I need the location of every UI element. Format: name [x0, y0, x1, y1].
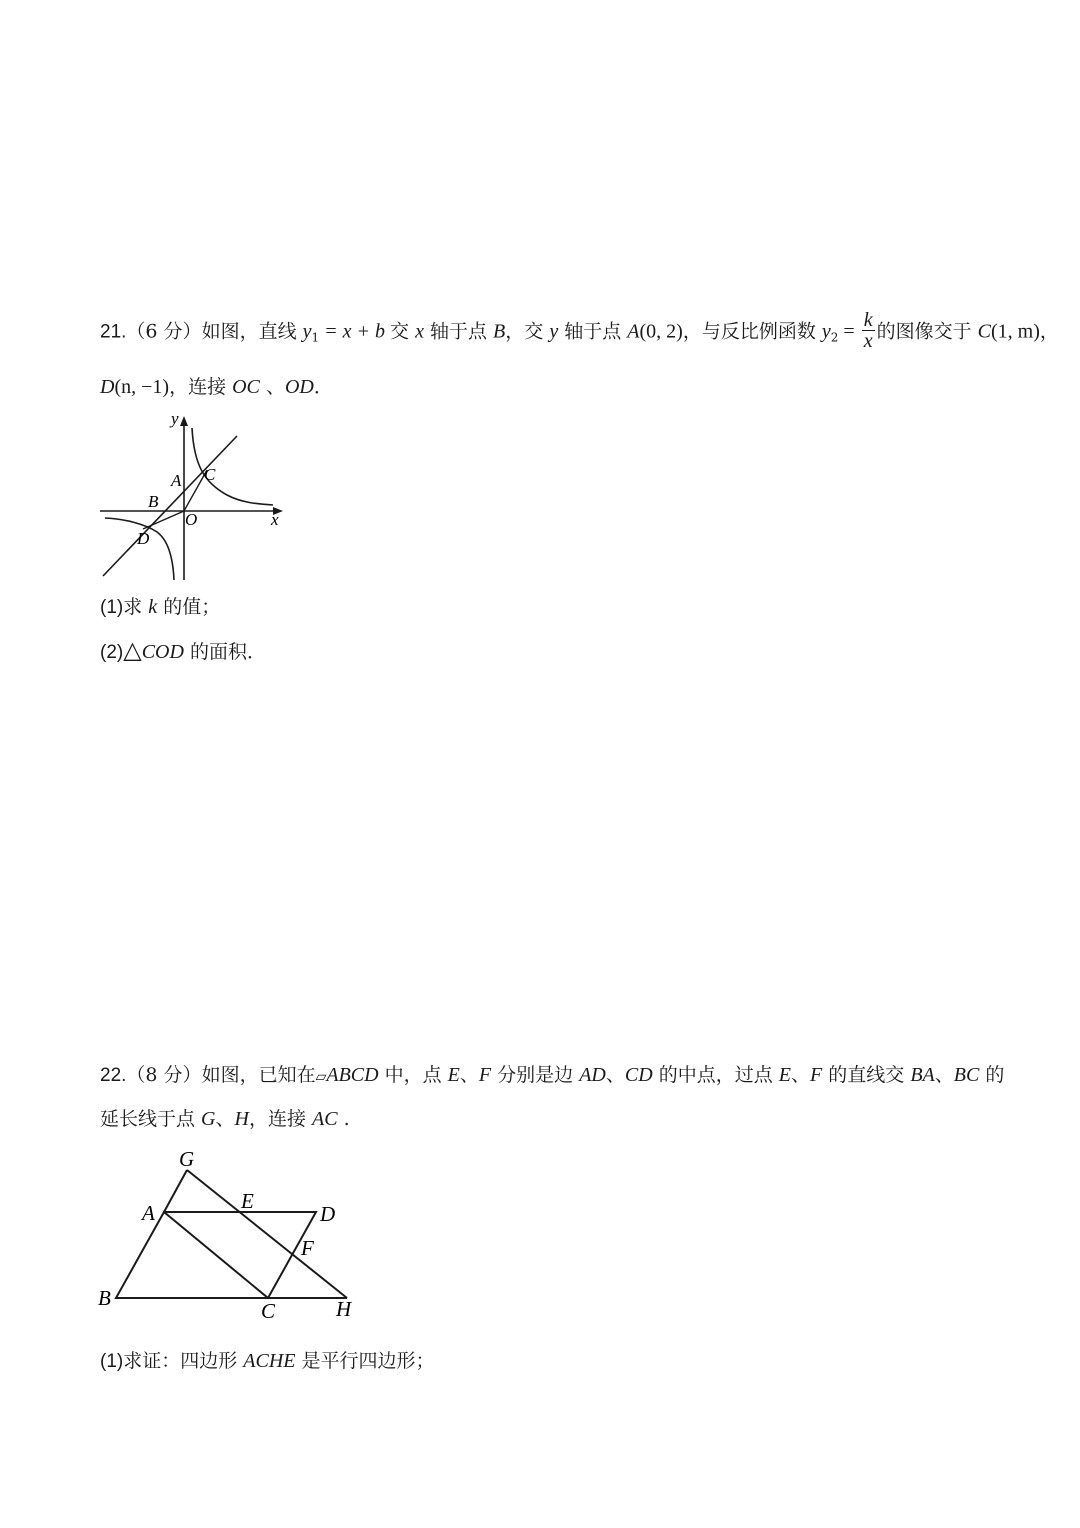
y-axis-arrow	[180, 416, 188, 426]
q21-text: 轴于点	[558, 320, 628, 343]
q21-y2: y	[821, 320, 831, 343]
label-H: H	[336, 1297, 352, 1321]
q22-text: 、	[215, 1108, 235, 1130]
q21-fraction	[862, 310, 875, 351]
q21-statement-line2	[100, 372, 333, 399]
q22-sub1-text: 是平行四边形；	[295, 1350, 435, 1372]
segment-AC	[164, 1212, 268, 1298]
q21-eq1: = x + b	[319, 320, 391, 343]
q22-BA: BA	[910, 1064, 935, 1086]
label-E: E	[241, 1189, 254, 1213]
q22-E: E	[447, 1064, 460, 1086]
q21-C: C	[977, 320, 991, 343]
segment-GA	[164, 1170, 187, 1212]
q22-text: 、	[791, 1064, 811, 1086]
label-D: D	[137, 529, 150, 548]
label-y: y	[171, 409, 179, 428]
q22-H: H	[234, 1108, 249, 1130]
q21-sub1-k: k	[148, 596, 158, 618]
label-G: G	[179, 1147, 195, 1171]
q21-text: 、	[259, 376, 285, 398]
q21-sub1-text: 的值；	[157, 596, 221, 618]
q22-CD: CD	[624, 1064, 653, 1086]
q22-text: 的中点，过点	[652, 1064, 779, 1086]
q21-text: 轴于点	[423, 320, 494, 343]
q22-F2: F	[810, 1064, 823, 1086]
q22-text: 、	[605, 1064, 625, 1086]
q22-text: .	[337, 1108, 350, 1130]
q21-number: 21.	[100, 321, 127, 343]
q21-sub2-prefix: (2)	[100, 642, 124, 663]
label-B: B	[98, 1286, 111, 1310]
q22-text: ，连接	[248, 1108, 313, 1130]
q22-text: 的	[979, 1064, 1005, 1086]
q21-D-coord: (n, −1)	[114, 376, 170, 398]
q21-sub2-text: 的面积．	[183, 641, 266, 663]
q21-sub1-text: 求	[123, 596, 149, 618]
q22-F: F	[478, 1064, 492, 1086]
q21-D: D	[100, 376, 115, 398]
label-D: D	[320, 1202, 336, 1226]
q22-number: 22.	[100, 1065, 127, 1086]
q22-E2: E	[778, 1064, 792, 1086]
q21-C-coord: (1, m)	[990, 320, 1040, 343]
q21-text: 交	[390, 320, 416, 343]
label-C: C	[204, 465, 216, 484]
q22-text: 分别是边	[491, 1064, 580, 1086]
q22-subquestion-1	[100, 1346, 435, 1373]
q21-frac-num: k	[863, 309, 873, 331]
q21-statement-line1	[100, 309, 1059, 353]
q21-text: ．	[313, 376, 333, 398]
q22-text: 中，点	[378, 1064, 448, 1086]
label-A: A	[142, 1201, 155, 1225]
q22-points: （8 分）	[126, 1064, 202, 1086]
hyperbola-branch-3	[105, 518, 174, 580]
q22-figure	[90, 1140, 370, 1330]
q22-AD: AD	[579, 1064, 606, 1086]
q21-text: ，交	[505, 320, 550, 343]
q22-text: 如图，已知在	[201, 1064, 316, 1086]
q21-A-coord: (0, 2)	[639, 320, 683, 343]
q21-y1-sub: 1	[311, 330, 320, 345]
q21-text: ，	[1039, 320, 1059, 343]
line-GH	[187, 1170, 347, 1298]
label-O: O	[185, 510, 198, 529]
q22-statement-line2	[100, 1104, 350, 1131]
q22-abcd: ABCD	[326, 1064, 379, 1086]
q21-frac-den: x	[863, 330, 873, 352]
parallelogram-symbol: ▱	[315, 1069, 327, 1085]
q21-OD: OD	[284, 376, 314, 398]
q21-x: x	[415, 320, 424, 343]
q22-text: 延长线于点	[100, 1108, 202, 1130]
q21-text: 的图像交于	[876, 320, 978, 343]
q21-y1: y	[302, 320, 312, 343]
q21-text: ，与反比例函数	[682, 320, 822, 343]
q21-sub2-cod: COD	[141, 641, 184, 663]
q22-BC: BC	[953, 1064, 980, 1086]
q22-sub1-ache: ACHE	[243, 1350, 296, 1372]
q21-OC: OC	[232, 376, 260, 398]
q21-subquestion-1	[100, 592, 220, 619]
q21-points: （6 分）	[126, 320, 202, 343]
label-F: F	[301, 1236, 314, 1260]
q22-G: G	[201, 1108, 216, 1130]
triangle-symbol: △	[123, 636, 142, 664]
q22-sub1-prefix: (1)	[100, 1351, 124, 1372]
q21-B: B	[493, 320, 506, 343]
label-x: x	[271, 510, 279, 529]
label-A: A	[171, 471, 182, 490]
q22-text: 的直线交	[822, 1064, 911, 1086]
label-C: C	[261, 1299, 276, 1323]
q22-sub1-text: 求证：四边形	[123, 1350, 244, 1372]
q21-sub1-prefix: (1)	[100, 597, 124, 618]
q21-text: ，连接	[169, 376, 233, 398]
q22-statement-line1	[100, 1060, 1004, 1087]
q22-text: 、	[459, 1064, 479, 1086]
q21-A: A	[627, 320, 640, 343]
q21-y2-sub: 2	[830, 330, 839, 345]
q21-y-axis: y	[549, 320, 559, 343]
q21-eq2: =	[838, 320, 860, 343]
q22-text: 、	[934, 1064, 954, 1086]
q21-subquestion-2	[100, 636, 266, 664]
q21-figure	[95, 408, 295, 588]
q21-text: 如图，直线	[201, 320, 303, 343]
label-B: B	[148, 492, 159, 511]
q22-AC: AC	[312, 1108, 338, 1130]
